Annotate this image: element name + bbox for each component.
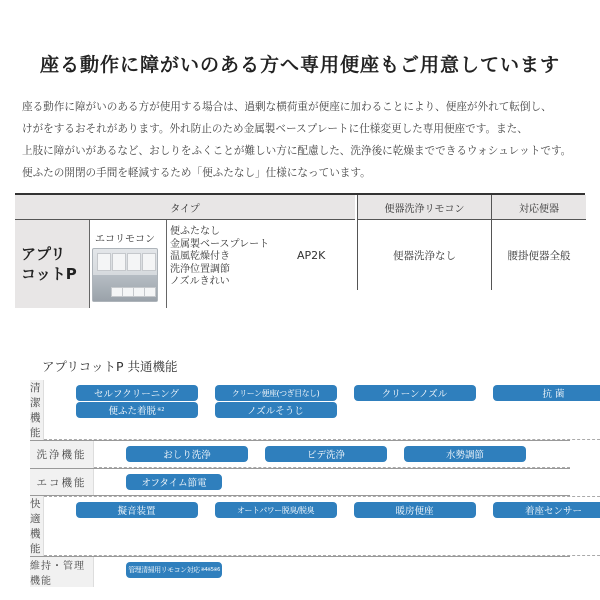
feature-label: 維持・管理機能 bbox=[30, 557, 94, 587]
product-name-line: コットP bbox=[21, 265, 77, 283]
description-line: 座る動作に障がいのある方が使用する場合は、過剰な横荷重が便座に加わることにより、便座が外れて転倒し、 bbox=[22, 101, 552, 113]
description-line: 便ふたの開閉の手間を軽減するため「便ふたなし」仕様になっています。 bbox=[22, 167, 371, 179]
remote-label: エコリモコン bbox=[95, 234, 155, 245]
model-number: AP2K bbox=[297, 249, 326, 262]
feature-row-cleanliness bbox=[30, 380, 570, 440]
feature-pills bbox=[94, 441, 570, 468]
remote-small-button-icon bbox=[144, 287, 156, 297]
feature-row-washing bbox=[30, 440, 570, 468]
feature-pill: クリーン便座(つぎ目なし) bbox=[215, 385, 337, 401]
feature-item: 金属製ベースプレート bbox=[170, 238, 270, 250]
feature-row-comfort bbox=[30, 495, 582, 556]
feature-row-maintenance bbox=[30, 556, 570, 587]
feature-pill bbox=[126, 562, 222, 578]
header-flush-remote: 便器洗浄リモコン bbox=[357, 195, 491, 220]
feature-item: ノズルきれい bbox=[170, 276, 230, 287]
product-name-line: アプリ bbox=[21, 245, 66, 263]
remote-button-icon bbox=[142, 253, 156, 271]
header-type: タイプ bbox=[15, 195, 355, 220]
footnote-mark: ※4※5※6 bbox=[200, 567, 220, 573]
feature-pill: オフタイム節電 bbox=[126, 474, 222, 490]
feature-pill: 抗 菌 bbox=[493, 385, 600, 401]
remote-cell bbox=[84, 220, 167, 308]
footnote-mark: ※2 bbox=[157, 407, 165, 413]
feature-row-eco bbox=[30, 468, 570, 495]
feature-pills bbox=[94, 469, 570, 495]
feature-label: エコ機能 bbox=[30, 469, 94, 495]
eco-remote-image bbox=[92, 248, 158, 302]
feature-pill: 擬音装置 bbox=[76, 502, 198, 518]
feature-item: 便ふたなし bbox=[170, 226, 220, 237]
feature-item: 温風乾燥付き bbox=[170, 251, 230, 262]
feature-item: 洗浄位置調節 bbox=[170, 263, 230, 275]
flush-remote-value: 便器洗浄なし bbox=[357, 220, 491, 290]
description-line: けがをするおそれがあります。外れ防止のため金属製ベースプレートに仕様変更した専用便座です。また、 bbox=[22, 123, 528, 135]
feature-pill-label: 便ふた着脱 bbox=[108, 406, 157, 417]
feature-pill: 水勢調節 bbox=[404, 446, 526, 462]
page-title: 座る動作に障がいのある方へ専用便座もご用意しています bbox=[39, 54, 560, 76]
header-compatible-toilet: 対応便器 bbox=[491, 195, 586, 220]
feature-pill: ビデ洗浄 bbox=[265, 446, 387, 462]
feature-label: 洗浄機能 bbox=[30, 441, 94, 468]
feature-pill: クリーンノズル bbox=[354, 385, 476, 401]
feature-pill: 着座センサー bbox=[493, 502, 600, 518]
feature-pill: 暖房便座 bbox=[354, 502, 476, 518]
remote-button-icon bbox=[112, 253, 126, 271]
common-features-title: アプリコットP 共通機能 bbox=[42, 359, 178, 374]
description-line: 上肢に障がいがあるなど、おしりをふくことが難しい方に配慮した、洗浄後に乾燥までできるウォシュレットです。 bbox=[22, 145, 572, 157]
compatible-toilet-value: 腰掛便器全般 bbox=[491, 220, 586, 290]
feature-label: 清潔機能 bbox=[30, 382, 43, 439]
feature-pill bbox=[76, 402, 198, 418]
spec-table bbox=[15, 193, 585, 309]
description bbox=[22, 96, 582, 184]
feature-pill-label: 管理清掃用リモコン対応 bbox=[128, 566, 200, 574]
common-features-table bbox=[30, 380, 582, 587]
feature-pills bbox=[94, 557, 570, 587]
feature-pill: オートパワー脱臭/脱臭 bbox=[215, 502, 337, 518]
feature-pill: セルフクリーニング bbox=[76, 385, 198, 401]
remote-button-icon bbox=[97, 253, 111, 271]
feature-pills bbox=[44, 496, 600, 556]
feature-pills bbox=[44, 380, 600, 440]
feature-pill: おしり洗浄 bbox=[126, 446, 248, 462]
remote-button-icon bbox=[127, 253, 141, 271]
type-features bbox=[170, 226, 290, 289]
feature-pill: ノズルそうじ bbox=[215, 402, 337, 418]
product-name bbox=[15, 220, 90, 308]
feature-label: 快適機能 bbox=[30, 498, 43, 555]
